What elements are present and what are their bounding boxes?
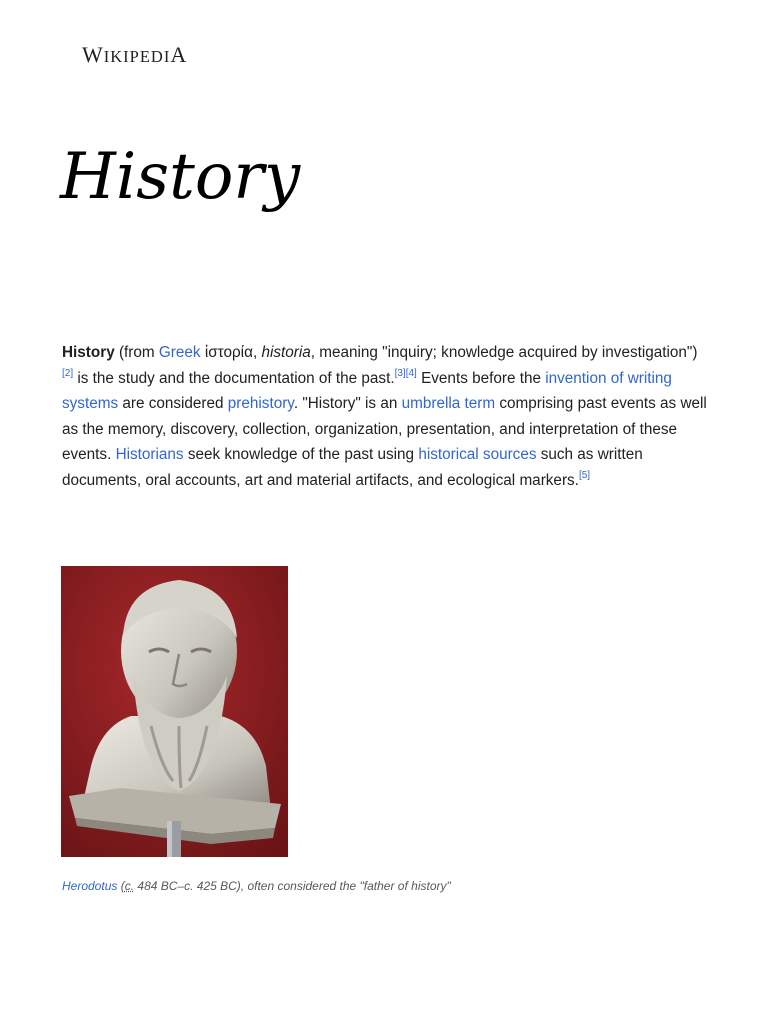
link-historians[interactable]: Historians <box>115 446 184 464</box>
reference-2-link[interactable]: [2] <box>62 367 74 379</box>
herodotus-bust-image[interactable] <box>61 566 288 857</box>
page-title: History <box>60 140 301 214</box>
image-caption <box>62 879 702 893</box>
logo-letter-w: W <box>82 42 104 67</box>
lead-text-1: (from <box>114 344 159 361</box>
lead-text-7: are considered <box>118 395 228 413</box>
lead-text-3: , <box>252 344 262 361</box>
link-historical-sources[interactable]: historical sources <box>418 446 537 464</box>
bold-term: History <box>62 344 115 361</box>
link-herodotus[interactable]: Herodotus <box>62 879 118 893</box>
link-greek[interactable]: Greek <box>158 344 201 361</box>
reference-5[interactable] <box>579 470 590 481</box>
transliteration: historia <box>261 344 311 361</box>
logo-letters-middle: IKIPEDI <box>103 47 171 66</box>
lead-text-6: Events before the <box>416 369 546 387</box>
link-umbrella-term[interactable]: umbrella term <box>401 395 496 413</box>
reference-2[interactable] <box>62 368 73 379</box>
link-invention-of-writing[interactable]: invention of writing systems <box>62 369 672 413</box>
link-prehistory[interactable]: prehistory <box>227 395 294 413</box>
reference-3[interactable] <box>395 368 406 379</box>
wikipedia-logo[interactable] <box>82 42 187 68</box>
reference-3-link[interactable]: [3] <box>394 367 406 379</box>
reference-5-link[interactable]: [5] <box>578 469 591 481</box>
reference-4[interactable] <box>406 368 417 379</box>
lead-text-4: , meaning "inquiry; knowledge acquired by investigation") <box>310 344 698 361</box>
caption-text-rest: 484 BC–c. 425 BC), often considered the "father of history" <box>134 879 451 893</box>
lead-text-10: seek knowledge of the past using <box>183 446 419 464</box>
bust-illustration <box>61 566 288 857</box>
logo-letter-a: A <box>170 42 188 67</box>
lead-text-5: is the study and the documentation of the past. <box>73 369 395 387</box>
lead-paragraph <box>62 340 707 494</box>
lead-text-11: such as written documents, oral accounts, art and material artifacts, and ecological markers. <box>62 446 643 489</box>
lead-text-8: . "History" is an <box>293 395 402 413</box>
circa-abbreviation: c. <box>124 879 135 893</box>
reference-4-link[interactable]: [4] <box>405 367 417 379</box>
caption-text-open: ( <box>117 879 125 893</box>
greek-word: ἱστορία <box>204 344 253 361</box>
lead-text-9: comprising past events as well as the memory, discovery, collection, organization, presentation, and interpretation of these events. <box>62 395 707 464</box>
